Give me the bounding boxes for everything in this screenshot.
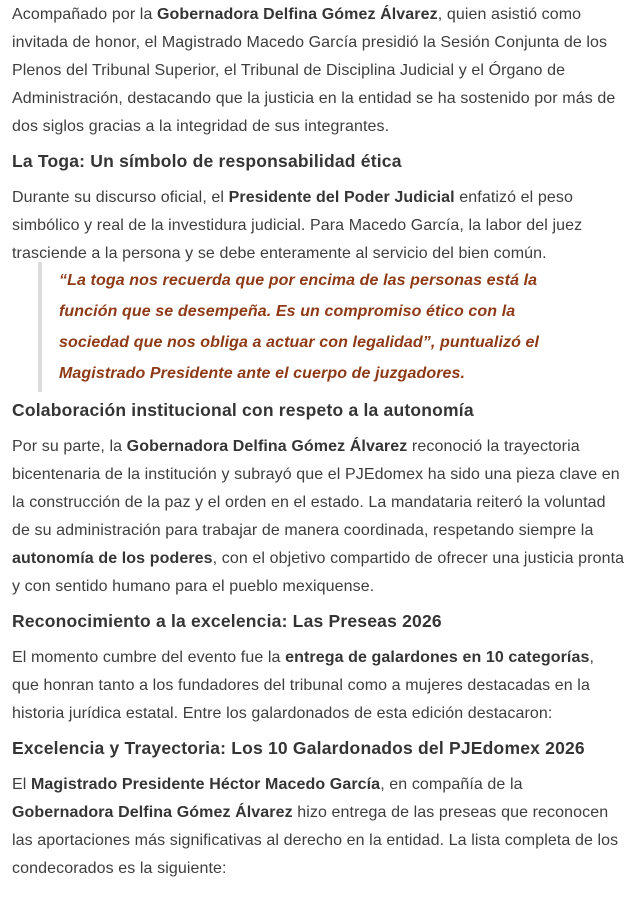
- pull-quote: [38, 262, 580, 392]
- paragraph-entrega: [12, 771, 625, 883]
- bold-segment: Magistrado Presidente Héctor Macedo García: [30, 776, 381, 793]
- paragraph-intro: [12, 1, 625, 141]
- text-segment: Por su parte, la: [12, 438, 127, 455]
- text-segment: enfatizó el peso simbólico y real de la investidura judicial. Para Macedo García, la labor del juez trasciende a la persona y se debe enteramente al servicio del bien común.: [12, 189, 583, 262]
- text-segment: , quien asistió como invitada de honor, el Magistrado Macedo García presidió la Sesión Conjunta de los Plenos del Tribunal Superior, el Tribunal de Disciplina Judicial y el Órgano de Administración, destacando que la justicia en la entidad se ha sostenido por más de dos siglos gracias a la integridad de sus integrantes.: [12, 6, 616, 135]
- text-segment: hizo entrega de las preseas que reconocen las aportaciones más significativas al derecho en la entidad. La lista completa de los condecorados es la siguiente:: [12, 804, 619, 877]
- quote-text: “La toga nos recuerda que por encima de las personas está la función que se desempeña. Es un compromiso ético con la sociedad que nos obliga a actuar con legalidad”, puntualizó el Magistrado Presidente ante el cuerpo de juzgadores.: [59, 272, 540, 382]
- text-segment: El momento cumbre del evento fue la: [12, 649, 286, 666]
- bold-segment: Presidente del Poder Judicial: [228, 189, 455, 206]
- text-segment: , con el objetivo compartido de ofrecer una justicia pronta y con sentido humano para el pueblo mexiquense.: [12, 550, 625, 595]
- heading-la-toga: La Toga: Un símbolo de responsabilidad ética: [12, 151, 402, 171]
- text-segment: El: [12, 776, 31, 793]
- bold-segment: entrega de galardones en 10 categorías: [285, 649, 590, 666]
- text-segment: , que honran tanto a los fundadores del tribunal como a mujeres destacadas en la historia jurídica estatal. Entre los galardonados de esta edición destacaron:: [12, 649, 594, 722]
- bold-segment: Gobernadora Delfina Gómez Álvarez: [126, 438, 408, 455]
- paragraph-discurso: [12, 184, 625, 268]
- paragraph-gobernadora: [12, 433, 625, 601]
- bold-segment: Gobernadora Delfina Gómez Álvarez: [157, 6, 438, 23]
- heading-galardonados: Excelencia y Trayectoria: Los 10 Galardonados del PJEdomex 2026: [12, 738, 585, 758]
- text-segment: Durante su discurso oficial, el: [12, 189, 229, 206]
- paragraph-galardones: [12, 644, 625, 728]
- heading-preseas: Reconocimiento a la excelencia: Las Preseas 2026: [12, 611, 442, 631]
- text-segment: Acompañado por la: [12, 6, 158, 23]
- text-segment: reconoció la trayectoria bicentenaria de la institución y subrayó que el PJEdomex ha sido una pieza clave en la construcción de la paz y el orden en el estado. La mandataria reiteró la voluntad de su administración para trabajar de manera coordinada, respetando siempre la: [12, 438, 620, 539]
- bold-segment: autonomía de los poderes: [12, 550, 213, 567]
- bold-segment: Gobernadora Delfina Gómez Álvarez: [12, 804, 293, 821]
- text-segment: , en compañía de la: [380, 776, 523, 793]
- heading-colaboracion: Colaboración institucional con respeto a la autonomía: [12, 400, 474, 420]
